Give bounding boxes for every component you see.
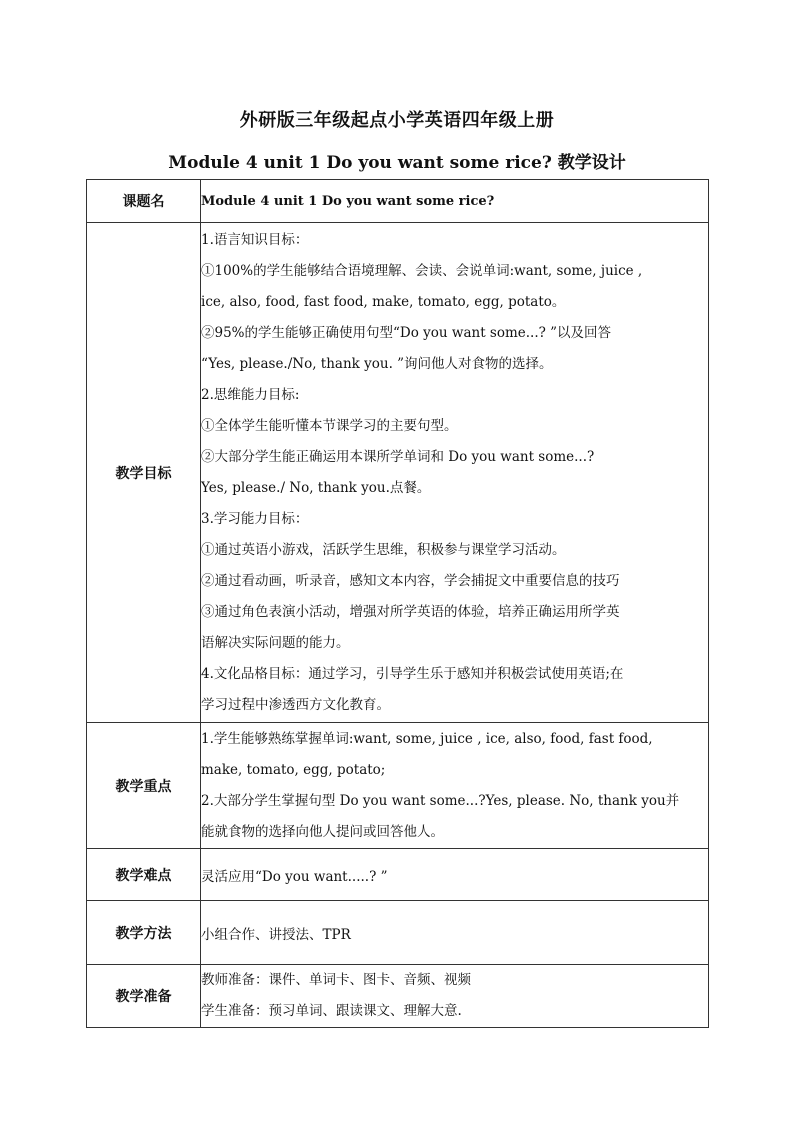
objectives-line: ①100%的学生能够结合语境理解、会读、会说单词:want, some, juice , — [201, 262, 643, 279]
objectives-content — [201, 223, 709, 723]
table-row-preparation — [87, 965, 709, 1028]
table-row-topic — [87, 180, 709, 223]
topic-label: 课题名 — [87, 180, 201, 223]
objectives-line: “Yes, please./No, thank you. ”询问他人对食物的选择。 — [201, 355, 553, 372]
objectives-line: ①通过英语小游戏，活跃学生思维，积极参与课堂学习活动。 — [201, 541, 566, 558]
difficulty-value: 灵活应用“Do you want.....? ” — [201, 849, 709, 901]
table-row-objectives — [87, 223, 709, 723]
objectives-line: 4.文化品格目标：通过学习，引导学生乐于感知并积极尝试使用英语;在 — [201, 665, 624, 682]
difficulty-label: 教学难点 — [87, 849, 201, 901]
objectives-line: 1.语言知识目标： — [201, 231, 309, 248]
objectives-line: ①全体学生能听懂本节课学习的主要句型。 — [201, 417, 458, 434]
key-points-line: 能就食物的选择向他人提问或回答他人。 — [201, 823, 444, 840]
objectives-line: ice, also, food, fast food, make, tomato, egg, potato。 — [201, 293, 566, 310]
objectives-line: ②95%的学生能够正确使用句型“Do you want some...? ”以及回答 — [201, 324, 612, 341]
objectives-label: 教学目标 — [87, 223, 201, 723]
table-row-methods — [87, 901, 709, 965]
methods-value: 小组合作、讲授法、TPR — [201, 901, 709, 965]
lesson-plan-table — [86, 179, 709, 1028]
key-points-content — [201, 723, 709, 849]
preparation-line: 学生准备：预习单词、跟读课文、理解大意. — [201, 1003, 462, 1019]
topic-value: Module 4 unit 1 Do you want some rice? — [201, 180, 709, 223]
objectives-line: ②大部分学生能正确运用本课所学单词和 Do you want some...? — [201, 448, 595, 465]
objectives-line: ③通过角色表演小活动，增强对所学英语的体验，培养正确运用所学英 — [201, 603, 620, 620]
preparation-label: 教学准备 — [87, 965, 201, 1028]
table-row-difficulty — [87, 849, 709, 901]
key-points-line: 1.学生能够熟练掌握单词:want, some, juice , ice, also, food, fast food, — [201, 730, 653, 747]
document-subtitle: Module 4 unit 1 Do you want some rice? 教学设计 — [168, 153, 626, 173]
objectives-line: 学习过程中渗透西方文化教育。 — [201, 696, 390, 713]
objectives-line: 2.思维能力目标: — [201, 386, 300, 403]
preparation-content — [201, 965, 709, 1028]
key-points-line: make, tomato, egg, potato; — [201, 761, 386, 778]
objectives-line: Yes, please./ No, thank you.点餐。 — [201, 479, 431, 496]
objectives-line: 语解决实际问题的能力。 — [201, 634, 350, 651]
preparation-line: 教师准备：课件、单词卡、图卡、音频、视频 — [201, 972, 471, 988]
objectives-line: ②通过看动画，听录音，感知文本内容，学会捕捉文中重要信息的技巧 — [201, 572, 620, 589]
key-points-label: 教学重点 — [87, 723, 201, 849]
objectives-line: 3.学习能力目标： — [201, 510, 309, 527]
document-title: 外研版三年级起点小学英语四年级上册 — [239, 110, 555, 131]
methods-label: 教学方法 — [87, 901, 201, 965]
key-points-line: 2.大部分学生掌握句型 Do you want some...?Yes, please. No, thank you并 — [201, 792, 680, 809]
table-row-key-points — [87, 723, 709, 849]
